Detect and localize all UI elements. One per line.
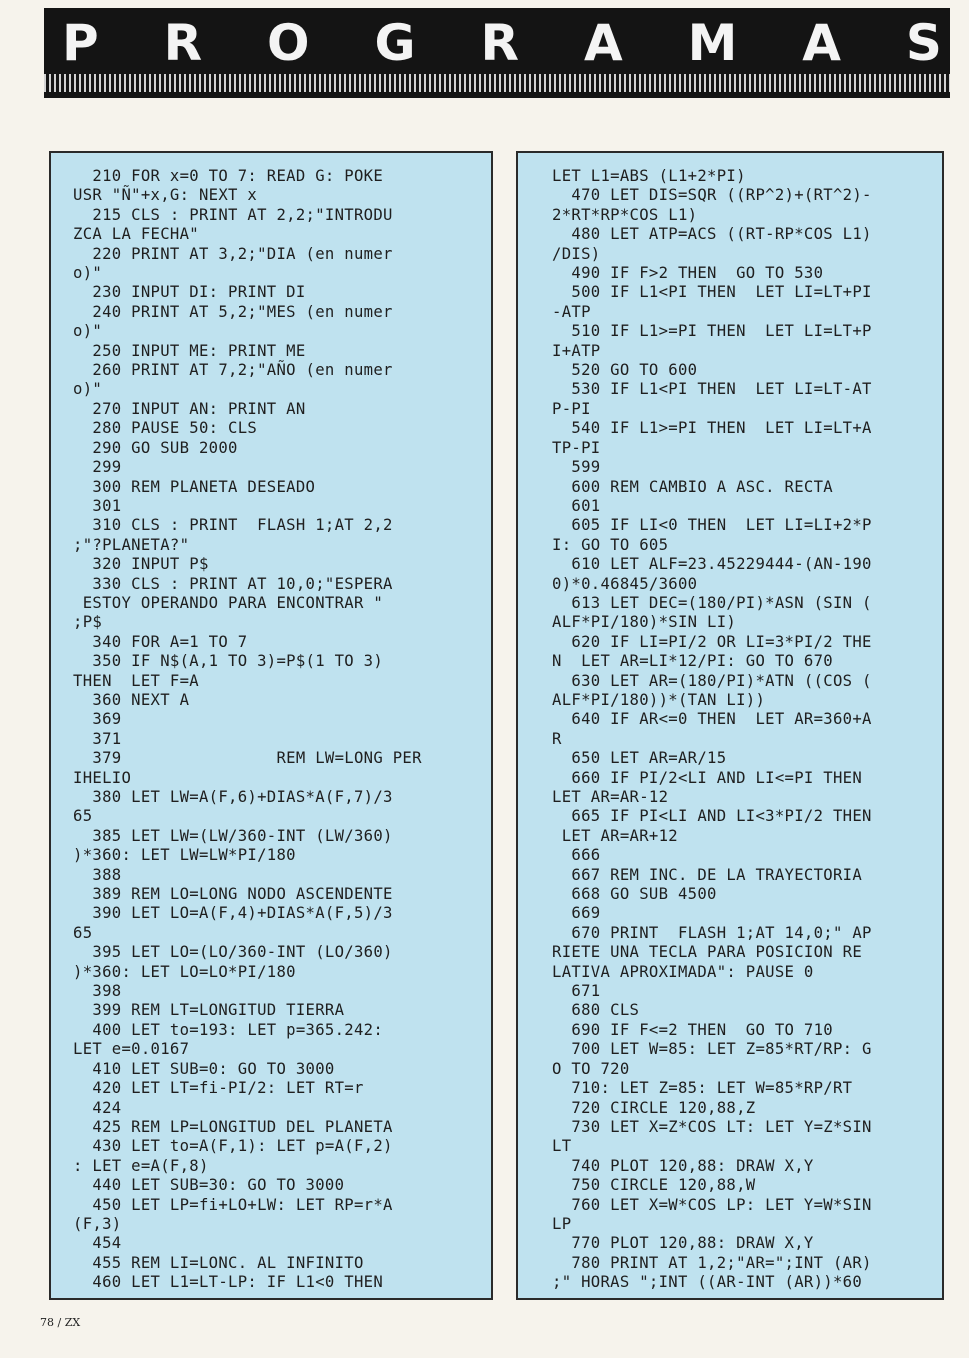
code-line: 210 FOR x=0 TO 7: READ G: POKE bbox=[73, 167, 384, 185]
code-line: 385 LET LW=(LW/360-INT (LW/360) bbox=[73, 826, 393, 845]
code-line: /DIS) bbox=[552, 244, 601, 263]
code-line: 399 REM LT=LONGITUD TIERRA bbox=[73, 1001, 345, 1020]
code-line: 320 INPUT P$ bbox=[73, 555, 209, 574]
code-line: 680 CLS bbox=[552, 1001, 640, 1020]
code-line: 601 bbox=[552, 496, 601, 515]
code-line: 220 PRINT AT 3,2;"DIA (en numer bbox=[73, 244, 393, 263]
code-line: 388 bbox=[73, 865, 122, 884]
code-line: 398 bbox=[73, 982, 122, 1001]
header-letter: R bbox=[163, 14, 203, 72]
code-line: 666 bbox=[552, 846, 601, 865]
code-line: 490 IF F>2 THEN GO TO 530 bbox=[552, 264, 824, 283]
code-line: 301 bbox=[73, 496, 122, 515]
code-line: LET AR=AR-12 bbox=[552, 788, 669, 806]
code-line: 613 LET DEC=(180/PI)*ASN (SIN ( bbox=[552, 593, 872, 612]
code-line: I+ATP bbox=[552, 341, 601, 360]
code-line: )*360: LET LO=LO*PI/180 bbox=[73, 962, 296, 981]
code-line: 668 GO SUB 4500 bbox=[552, 885, 717, 904]
code-line: 599 bbox=[552, 458, 601, 477]
code-line: LET e=0.0167 bbox=[73, 1040, 190, 1059]
header-letter: O bbox=[267, 14, 310, 72]
code-line: 510 IF L1>=PI THEN LET LI=LT+P bbox=[552, 322, 872, 341]
code-line: ;" HORAS ";INT ((AR-INT (AR))*60 bbox=[552, 1273, 863, 1292]
code-line: 460 LET L1=LT-LP: IF L1<0 THEN bbox=[73, 1273, 384, 1292]
code-line: 780 PRINT AT 1,2;"AR=";INT (AR) bbox=[552, 1253, 872, 1272]
code-line: 500 IF L1<PI THEN LET LI=LT+PI bbox=[552, 283, 872, 302]
code-line: LP bbox=[552, 1214, 572, 1233]
code-line: 740 PLOT 120,88: DRAW X,Y bbox=[552, 1156, 814, 1175]
code-line: RIETE UNA TECLA PARA POSICION RE bbox=[552, 943, 863, 962]
code-line: 760 LET X=W*COS LP: LET Y=W*SIN bbox=[552, 1195, 872, 1214]
code-line: 669 bbox=[552, 904, 601, 923]
code-line: 330 CLS : PRINT AT 10,0;"ESPERA bbox=[73, 574, 393, 593]
code-line: 310 CLS : PRINT FLASH 1;AT 2,2 bbox=[73, 516, 393, 535]
code-line: o)" bbox=[73, 264, 103, 283]
code-line: 390 LET LO=A(F,4)+DIAS*A(F,5)/3 bbox=[73, 904, 393, 923]
header-letter: S bbox=[905, 14, 942, 72]
code-line: 770 PLOT 120,88: DRAW X,Y bbox=[552, 1234, 814, 1253]
code-line: o)" bbox=[73, 322, 103, 341]
code-line: 710: LET Z=85: LET W=85*RP/RT bbox=[552, 1079, 853, 1098]
code-line: 240 PRINT AT 5,2;"MES (en numer bbox=[73, 302, 393, 321]
code-line: 215 CLS : PRINT AT 2,2;"INTRODU bbox=[73, 205, 393, 224]
code-line: 671 bbox=[552, 982, 601, 1001]
listing-column-left bbox=[49, 151, 493, 1300]
code-line: 290 GO SUB 2000 bbox=[73, 438, 238, 457]
code-line: 640 IF AR<=0 THEN LET AR=360+A bbox=[552, 710, 872, 729]
code-line: 0)*0.46845/3600 bbox=[552, 574, 698, 593]
code-line: 299 bbox=[73, 458, 122, 477]
code-line: 65 bbox=[73, 807, 93, 826]
code-line: 520 GO TO 600 bbox=[552, 361, 698, 380]
code-line: 400 LET to=193: LET p=365.242: bbox=[73, 1020, 384, 1039]
code-line: 250 INPUT ME: PRINT ME bbox=[73, 341, 306, 360]
code-line: IHELIO bbox=[73, 768, 132, 787]
code-line: 430 LET to=A(F,1): LET p=A(F,2) bbox=[73, 1137, 393, 1156]
code-line: 420 LET LT=fi-PI/2: LET RT=r bbox=[73, 1079, 364, 1098]
code-line: 667 REM INC. DE LA TRAYECTORIA bbox=[552, 865, 863, 884]
code-line: 470 LET DIS=SQR ((RP^2)+(RT^2)- bbox=[552, 186, 872, 205]
code-line: O TO 720 bbox=[552, 1059, 630, 1078]
code-line: 2*RT*RP*COS L1) bbox=[552, 205, 698, 224]
code-line: 395 LET LO=(LO/360-INT (LO/360) bbox=[73, 943, 393, 962]
code-line: 600 REM CAMBIO A ASC. RECTA bbox=[552, 477, 833, 496]
code-line: ;"?PLANETA?" bbox=[73, 535, 190, 554]
code-line: 280 PAUSE 50: CLS bbox=[73, 419, 258, 438]
code-line: 260 PRINT AT 7,2;"AÑO (en numer bbox=[73, 361, 393, 380]
code-line: R bbox=[552, 729, 562, 748]
code-line: 540 IF L1>=PI THEN LET LI=LT+A bbox=[552, 419, 872, 438]
code-line: 700 LET W=85: LET Z=85*RT/RP: G bbox=[552, 1040, 872, 1059]
code-line: P-PI bbox=[552, 399, 591, 418]
header-letter: M bbox=[687, 14, 738, 72]
code-line: 440 LET SUB=30: GO TO 3000 bbox=[73, 1176, 345, 1195]
code-line: 605 IF LI<0 THEN LET LI=LI+2*P bbox=[552, 516, 872, 535]
code-line: LET L1=ABS (L1+2*PI) bbox=[552, 167, 746, 185]
code-line: 369 bbox=[73, 710, 122, 729]
code-line: LET AR=AR+12 bbox=[552, 826, 678, 845]
code-line: 630 LET AR=(180/PI)*ATN ((COS ( bbox=[552, 671, 872, 690]
code-line: 610 LET ALF=23.45229444-(AN-190 bbox=[552, 555, 872, 574]
code-line: 350 IF N$(A,1 TO 3)=P$(1 TO 3) bbox=[73, 652, 384, 671]
code-line: 665 IF PI<LI AND LI<3*PI/2 THEN bbox=[552, 807, 872, 826]
code-line: o)" bbox=[73, 380, 103, 399]
code-line: ALF*PI/180)*SIN LI) bbox=[552, 613, 737, 632]
code-line: 620 IF LI=PI/2 OR LI=3*PI/2 THE bbox=[552, 632, 872, 651]
code-line: ESTOY OPERANDO PARA ENCONTRAR " bbox=[73, 593, 384, 612]
header-title-programas bbox=[44, 12, 950, 74]
header-stripe-decoration bbox=[44, 74, 950, 92]
code-line: 270 INPUT AN: PRINT AN bbox=[73, 399, 306, 418]
code-line: 454 bbox=[73, 1234, 122, 1253]
header-letter: R bbox=[480, 14, 519, 72]
page-number-footer: 78 / ZX bbox=[40, 1316, 81, 1329]
code-line: ZCA LA FECHA" bbox=[73, 225, 199, 244]
header-letter: P bbox=[62, 14, 99, 72]
header-letter: G bbox=[374, 14, 416, 72]
code-line: 300 REM PLANETA DESEADO bbox=[73, 477, 316, 496]
code-line: 425 REM LP=LONGITUD DEL PLANETA bbox=[73, 1117, 393, 1136]
code-line: 371 bbox=[73, 729, 122, 748]
code-line: TP-PI bbox=[552, 438, 601, 457]
listing-column-right bbox=[516, 151, 944, 1300]
code-line: I: GO TO 605 bbox=[552, 535, 669, 554]
code-line: THEN LET F=A bbox=[73, 671, 199, 690]
code-line: 720 CIRCLE 120,88,Z bbox=[552, 1098, 756, 1117]
code-line: 360 NEXT A bbox=[73, 690, 190, 709]
code-line: 670 PRINT FLASH 1;AT 14,0;" AP bbox=[552, 923, 872, 942]
code-line: 389 REM LO=LONG NODO ASCENDENTE bbox=[73, 885, 393, 904]
code-line: 450 LET LP=fi+LO+LW: LET RP=r*A bbox=[73, 1195, 393, 1214]
code-line: 480 LET ATP=ACS ((RT-RP*COS L1) bbox=[552, 225, 872, 244]
code-line: ALF*PI/180))*(TAN LI)) bbox=[552, 690, 766, 709]
code-line: -ATP bbox=[552, 302, 591, 321]
code-line: 340 FOR A=1 TO 7 bbox=[73, 632, 248, 651]
code-line: 690 IF F<=2 THEN GO TO 710 bbox=[552, 1020, 833, 1039]
code-line: 410 LET SUB=0: GO TO 3000 bbox=[73, 1059, 335, 1078]
code-line: 65 bbox=[73, 923, 93, 942]
code-line: 650 LET AR=AR/15 bbox=[552, 749, 727, 768]
code-line: 380 LET LW=A(F,6)+DIAS*A(F,7)/3 bbox=[73, 788, 393, 806]
section-header-banner bbox=[44, 8, 950, 98]
header-letter: A bbox=[802, 14, 841, 72]
code-line: 230 INPUT DI: PRINT DI bbox=[73, 283, 306, 302]
code-line: 424 bbox=[73, 1098, 122, 1117]
code-line: N LET AR=LI*12/PI: GO TO 670 bbox=[552, 652, 833, 671]
code-line: 530 IF L1<PI THEN LET LI=LT-AT bbox=[552, 380, 872, 399]
code-line: : LET e=A(F,8) bbox=[73, 1156, 209, 1175]
code-line: ;P$ bbox=[73, 613, 103, 632]
code-line: )*360: LET LW=LW*PI/180 bbox=[73, 846, 296, 865]
code-line: USR "Ñ"+x,G: NEXT x bbox=[73, 186, 258, 205]
code-line: 379 REM LW=LONG PER bbox=[73, 749, 422, 768]
code-line: 660 IF PI/2<LI AND LI<=PI THEN bbox=[552, 768, 863, 787]
code-line: 730 LET X=Z*COS LT: LET Y=Z*SIN bbox=[552, 1117, 872, 1136]
code-line: (F,3) bbox=[73, 1214, 122, 1233]
header-letter: A bbox=[583, 14, 623, 72]
code-line: LT bbox=[552, 1137, 572, 1156]
code-line: 750 CIRCLE 120,88,W bbox=[552, 1176, 756, 1195]
code-line: 455 REM LI=LONC. AL INFINITO bbox=[73, 1253, 364, 1272]
code-line: LATIVA APROXIMADA": PAUSE 0 bbox=[552, 962, 814, 981]
